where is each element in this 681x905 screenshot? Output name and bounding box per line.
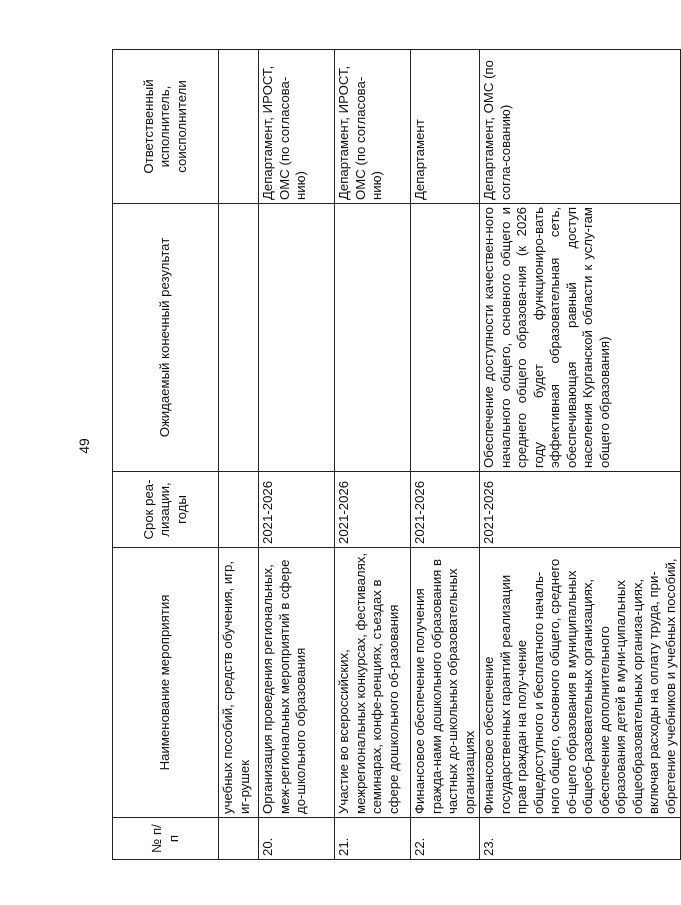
cell-num: 20.: [259, 818, 335, 860]
cell-num: 22.: [411, 818, 480, 860]
cell-name: Организация проведения региональных, меж-региональных мероприятий в сфере до-школьного образования: [259, 548, 335, 818]
cell-result: [411, 204, 480, 472]
measures-table: [112, 49, 681, 860]
cell-name: Финансовое обеспечение государственных гарантий реализации прав граждан на полу-чение общедоступного и бесплатного началь-ного общего, основного общего, среднего об-щего образования в муниципальных общеоб-разовательных организациях, обеспечение дополнительного образования детей в муни-ципальных общеобразовательных организа-циях, включая расходы на оплату труда, при-обретение учебников и учебных пособий,: [480, 548, 681, 818]
table-row: [259, 50, 335, 860]
cell-result: [259, 204, 335, 472]
cell-name: Финансовое обеспечение получения гражда-нами дошкольного образования в частных до-школьных образовательных организациях: [411, 548, 480, 818]
cell-term: 2021-2026: [480, 472, 681, 548]
table-row: [219, 50, 259, 860]
cell-result: [335, 204, 411, 472]
cell-term: 2021-2026: [335, 472, 411, 548]
cell-num: 21.: [335, 818, 411, 860]
header-executor: Ответственный исполнитель, соисполнители: [113, 50, 219, 204]
cell-executor: [219, 50, 259, 204]
cell-name: учебных пособий, средств обучения, игр, иг-рушек: [219, 548, 259, 818]
cell-executor: Департамент, ОМС (по согла-сованию): [480, 50, 681, 204]
header-term: Срок реа-лизации, годы: [113, 472, 219, 548]
table-row: [335, 50, 411, 860]
cell-executor: Департамент, ИРОСТ, ОМС (по согласова-нию): [335, 50, 411, 204]
table-row: [480, 50, 681, 860]
cell-result: Обеспечение доступности качествен-ного начального общего, основного общего и среднего общего образова-ния (к 2026 году будет функциониро-вать эффективная образовательная сеть, обеспечивающая равный доступ населения Курганской области к услу-гам общего образования): [480, 204, 681, 472]
table-header-row: [113, 50, 219, 860]
cell-term: 2021-2026: [259, 472, 335, 548]
header-result: Ожидаемый конечный результат: [113, 204, 219, 472]
cell-term: 2021-2026: [411, 472, 480, 548]
cell-name: Участие во всероссийских, межрегиональных конкурсах, фестивалях, семинарах, конфе-ренциях, съездах в сфере дошкольного об-разования: [335, 548, 411, 818]
table-row: [411, 50, 480, 860]
rotated-page: [112, 50, 678, 860]
cell-executor: Департамент, ИРОСТ, ОМС (по согласова-нию): [259, 50, 335, 204]
cell-executor: Департамент: [411, 50, 480, 204]
cell-result: [219, 204, 259, 472]
cell-num: 23.: [480, 818, 681, 860]
cell-num: [219, 818, 259, 860]
header-num: № п/п: [113, 818, 219, 860]
page-number: 49: [76, 438, 92, 454]
header-name: Наименование мероприятия: [113, 548, 219, 818]
cell-term: [219, 472, 259, 548]
